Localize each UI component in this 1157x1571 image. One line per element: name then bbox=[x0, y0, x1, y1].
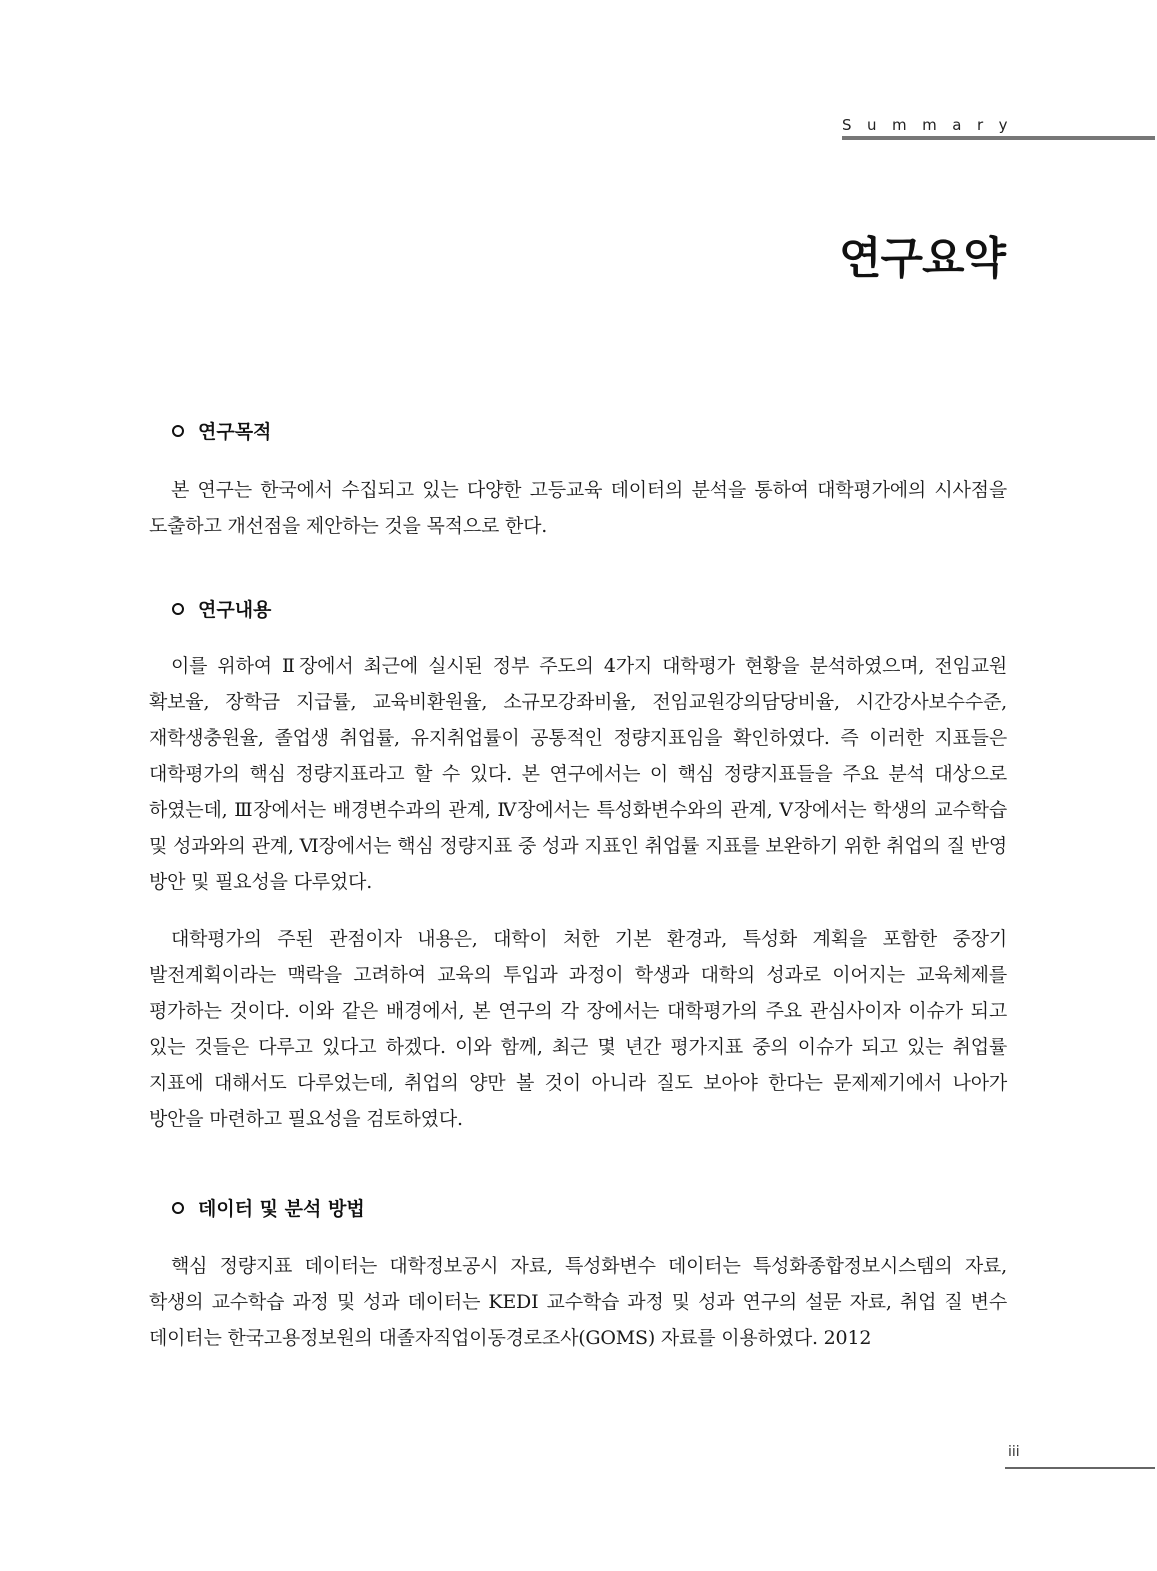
page-title: 연구요약 bbox=[838, 233, 1005, 284]
section-heading-text: 연구목적 bbox=[198, 421, 272, 443]
paragraph-content-2: 대학평가의 주된 관점이자 내용은, 대학이 처한 기본 환경과, 특성화 계획을 포함한 중장기 발전계획이라는 맥락을 고려하여 교육의 투입과 과정이 학생과 대학의 성과로 이어지는 교육체제를 평가하는 것이다. 이와 같은 배경에서, 본 연구의 각 장에서는 대학평가의 주요 관심사이자 이슈가 되고 있는 것들은 다루고 있다고 하겠다. 이와 함께, 최근 몇 년간 평가지표 중의 이슈가 되고 있는 취업률 지표에 대해서도 다루었는데, 취업의 양만 볼 것이 아니라 질도 보아야 한다는 문제제기에서 나아가 방안을 마련하고 필요성을 검토하였다. bbox=[149, 928, 1007, 1130]
section-heading-content bbox=[172, 595, 271, 622]
running-header-label: Summary bbox=[842, 116, 1023, 134]
section-heading-text: 데이터 및 분석 방법 bbox=[198, 1198, 365, 1220]
circle-bullet-icon bbox=[172, 603, 184, 615]
circle-bullet-icon bbox=[172, 1202, 184, 1214]
page-number: iii bbox=[1008, 1444, 1020, 1460]
header-rule bbox=[842, 136, 1155, 140]
section-heading-purpose bbox=[172, 417, 271, 444]
footer-rule bbox=[1005, 1467, 1155, 1469]
section-heading-text: 연구내용 bbox=[198, 599, 272, 621]
section-heading-data-methods bbox=[172, 1194, 365, 1221]
circle-bullet-icon bbox=[172, 425, 184, 437]
paragraph-content-1: 이를 위하여 Ⅱ장에서 최근에 실시된 정부 주도의 4가지 대학평가 현황을 분석하였으며, 전임교원 확보율, 장학금 지급률, 교육비환원율, 소규모강좌비율, 전임교원강의담당비율, 시간강사보수수준, 재학생충원율, 졸업생 취업률, 유지취업률이 공통적인 정량지표임을 확인하였다. 즉 이러한 지표들은 대학평가의 핵심 정량지표라고 할 수 있다. 본 연구에서는 이 핵심 정량지표들을 주요 분석 대상으로 하였는데, Ⅲ장에서는 배경변수과의 관계, Ⅳ장에서는 특성화변수와의 관계, Ⅴ장에서는 학생의 교수학습 및 성과와의 관계, Ⅵ장에서는 핵심 정량지표 중 성과 지표인 취업률 지표를 보완하기 위한 취업의 질 반영 방안 및 필요성을 다루었다. bbox=[149, 655, 1007, 893]
paragraph-data-methods: 핵심 정량지표 데이터는 대학정보공시 자료, 특성화변수 데이터는 특성화종합정보시스템의 자료, 학생의 교수학습 과정 및 성과 데이터는 KEDI 교수학습 과정 및 성과 연구의 설문 자료, 취업 질 변수 데이터는 한국고용정보원의 대졸자직업이동경로조사(GOMS) 자료를 이용하였다. 2012 bbox=[149, 1255, 1007, 1349]
paragraph-purpose: 본 연구는 한국에서 수집되고 있는 다양한 고등교육 데이터의 분석을 통하여 대학평가에의 시사점을 도출하고 개선점을 제안하는 것을 목적으로 한다. bbox=[149, 479, 1007, 537]
